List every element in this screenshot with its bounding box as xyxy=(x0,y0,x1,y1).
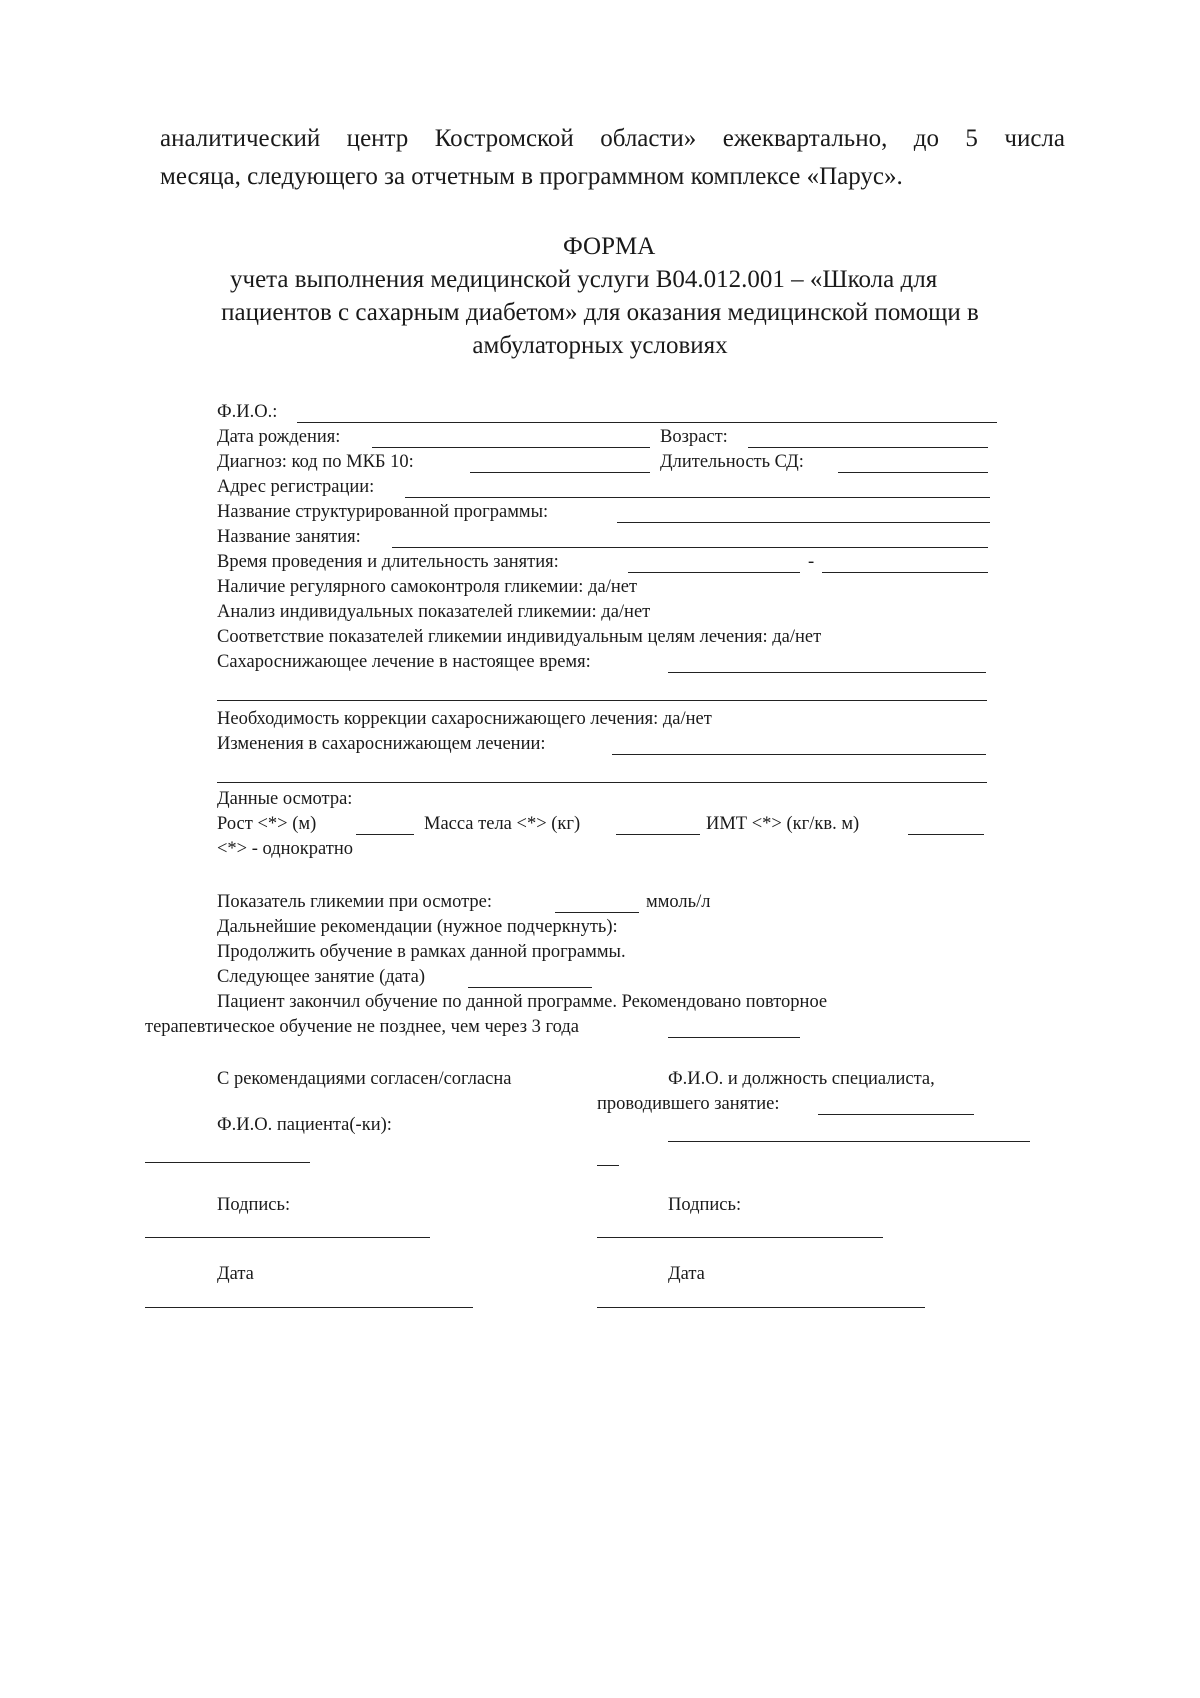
glycemia-field[interactable] xyxy=(555,912,639,913)
lesson-time-label: Время проведения и длительность занятия: xyxy=(217,552,559,572)
analysis-line: Анализ индивидуальных показателей гликемии: да/нет xyxy=(217,602,651,622)
form-title-line-3: амбулаторных условиях xyxy=(472,332,728,359)
bmi-label: ИМТ <*> (кг/кв. м) xyxy=(706,814,860,834)
diagnosis-label: Диагноз: код по МКБ 10: xyxy=(217,452,414,472)
specialist-signature-field[interactable] xyxy=(597,1237,883,1238)
form-title-line-1: учета выполнения медицинской услуги B04.012.001 – «Школа для xyxy=(230,266,938,293)
age-label: Возраст: xyxy=(660,427,728,447)
program-name-field[interactable] xyxy=(617,522,990,523)
specialist-field[interactable] xyxy=(818,1114,974,1115)
exam-data-label: Данные осмотра: xyxy=(217,789,353,809)
height-field[interactable] xyxy=(356,834,414,835)
fio-label: Ф.И.О.: xyxy=(217,402,278,422)
form-heading: ФОРМА xyxy=(563,233,656,260)
lesson-name-field[interactable] xyxy=(392,547,988,548)
patient-date-field[interactable] xyxy=(145,1307,473,1308)
weight-label: Масса тела <*> (кг) xyxy=(424,814,581,834)
form-title-line-2: пациентов с сахарным диабетом» для оказания медицинской помощи в xyxy=(221,299,979,326)
glycemia-unit: ммоль/л xyxy=(646,892,711,912)
finished-option-line-2: терапевтическое обучение не позднее, чем через 3 года xyxy=(145,1017,579,1037)
self-control-line: Наличие регулярного самоконтроля гликемии: да/нет xyxy=(217,577,638,597)
patient-name-field[interactable] xyxy=(145,1162,310,1163)
intro-paragraph xyxy=(160,120,1065,196)
agree-text: С рекомендациями согласен/согласна xyxy=(217,1069,512,1089)
intro-line-1: аналитический центр Костромской области» ежеквартально, до 5 числа xyxy=(160,125,1065,152)
continue-option[interactable]: Продолжить обучение в рамках данной программы. xyxy=(217,942,626,962)
specialist-field-line-2[interactable] xyxy=(668,1141,1030,1142)
current-treatment-label: Сахароснижающее лечение в настоящее время: xyxy=(217,652,591,672)
sd-duration-field[interactable] xyxy=(838,472,988,473)
address-label: Адрес регистрации: xyxy=(217,477,375,497)
birth-date-label: Дата рождения: xyxy=(217,427,341,447)
patient-date-label: Дата xyxy=(217,1264,254,1284)
fio-field[interactable] xyxy=(297,422,997,423)
specialist-date-label: Дата xyxy=(668,1264,705,1284)
specialist-date-field[interactable] xyxy=(597,1307,925,1308)
sd-duration-label: Длительность СД: xyxy=(660,452,804,472)
intro-line-2: месяца, следующего за отчетным в программном комплексе «Парус». xyxy=(160,163,903,190)
specialist-field-continuation[interactable] xyxy=(597,1165,619,1166)
treatment-changes-field-line-2[interactable] xyxy=(217,782,987,783)
lesson-end-field[interactable] xyxy=(822,572,988,573)
weight-field[interactable] xyxy=(616,834,700,835)
current-treatment-field-line-2[interactable] xyxy=(217,700,987,701)
treatment-changes-label: Изменения в сахароснижающем лечении: xyxy=(217,734,546,754)
lesson-name-label: Название занятия: xyxy=(217,527,361,547)
treatment-changes-field[interactable] xyxy=(612,754,986,755)
finished-option-line-1[interactable]: Пациент закончил обучение по данной программе. Рекомендовано повторное xyxy=(217,992,828,1012)
diagnosis-field[interactable] xyxy=(470,472,650,473)
once-note: <*> - однократно xyxy=(217,839,354,859)
current-treatment-field[interactable] xyxy=(668,672,986,673)
bmi-field[interactable] xyxy=(908,834,984,835)
next-lesson-date-field[interactable] xyxy=(468,987,592,988)
patient-name-label: Ф.И.О. пациента(-ки): xyxy=(217,1115,392,1135)
patient-signature-label: Подпись: xyxy=(217,1195,291,1215)
age-field[interactable] xyxy=(748,447,988,448)
address-field[interactable] xyxy=(405,497,990,498)
correspondence-line: Соответствие показателей гликемии индивидуальным целям лечения: да/нет xyxy=(217,627,822,647)
repeat-training-field[interactable] xyxy=(668,1037,800,1038)
program-name-label: Название структурированной программы: xyxy=(217,502,549,522)
height-label: Рост <*> (м) xyxy=(217,814,317,834)
glycemia-label: Показатель гликемии при осмотре: xyxy=(217,892,493,912)
lesson-start-field[interactable] xyxy=(628,572,800,573)
next-lesson-label: Следующее занятие (дата) xyxy=(217,967,426,987)
specialist-label-line-2: проводившего занятие: xyxy=(597,1094,780,1114)
patient-signature-field[interactable] xyxy=(145,1237,430,1238)
recommendations-label: Дальнейшие рекомендации (нужное подчеркнуть): xyxy=(217,917,618,937)
correction-needed-line: Необходимость коррекции сахароснижающего лечения: да/нет xyxy=(217,709,712,729)
specialist-signature-label: Подпись: xyxy=(668,1195,742,1215)
specialist-label-line-1: Ф.И.О. и должность специалиста, xyxy=(668,1069,935,1089)
birth-date-field[interactable] xyxy=(372,447,650,448)
time-dash: - xyxy=(808,552,815,572)
